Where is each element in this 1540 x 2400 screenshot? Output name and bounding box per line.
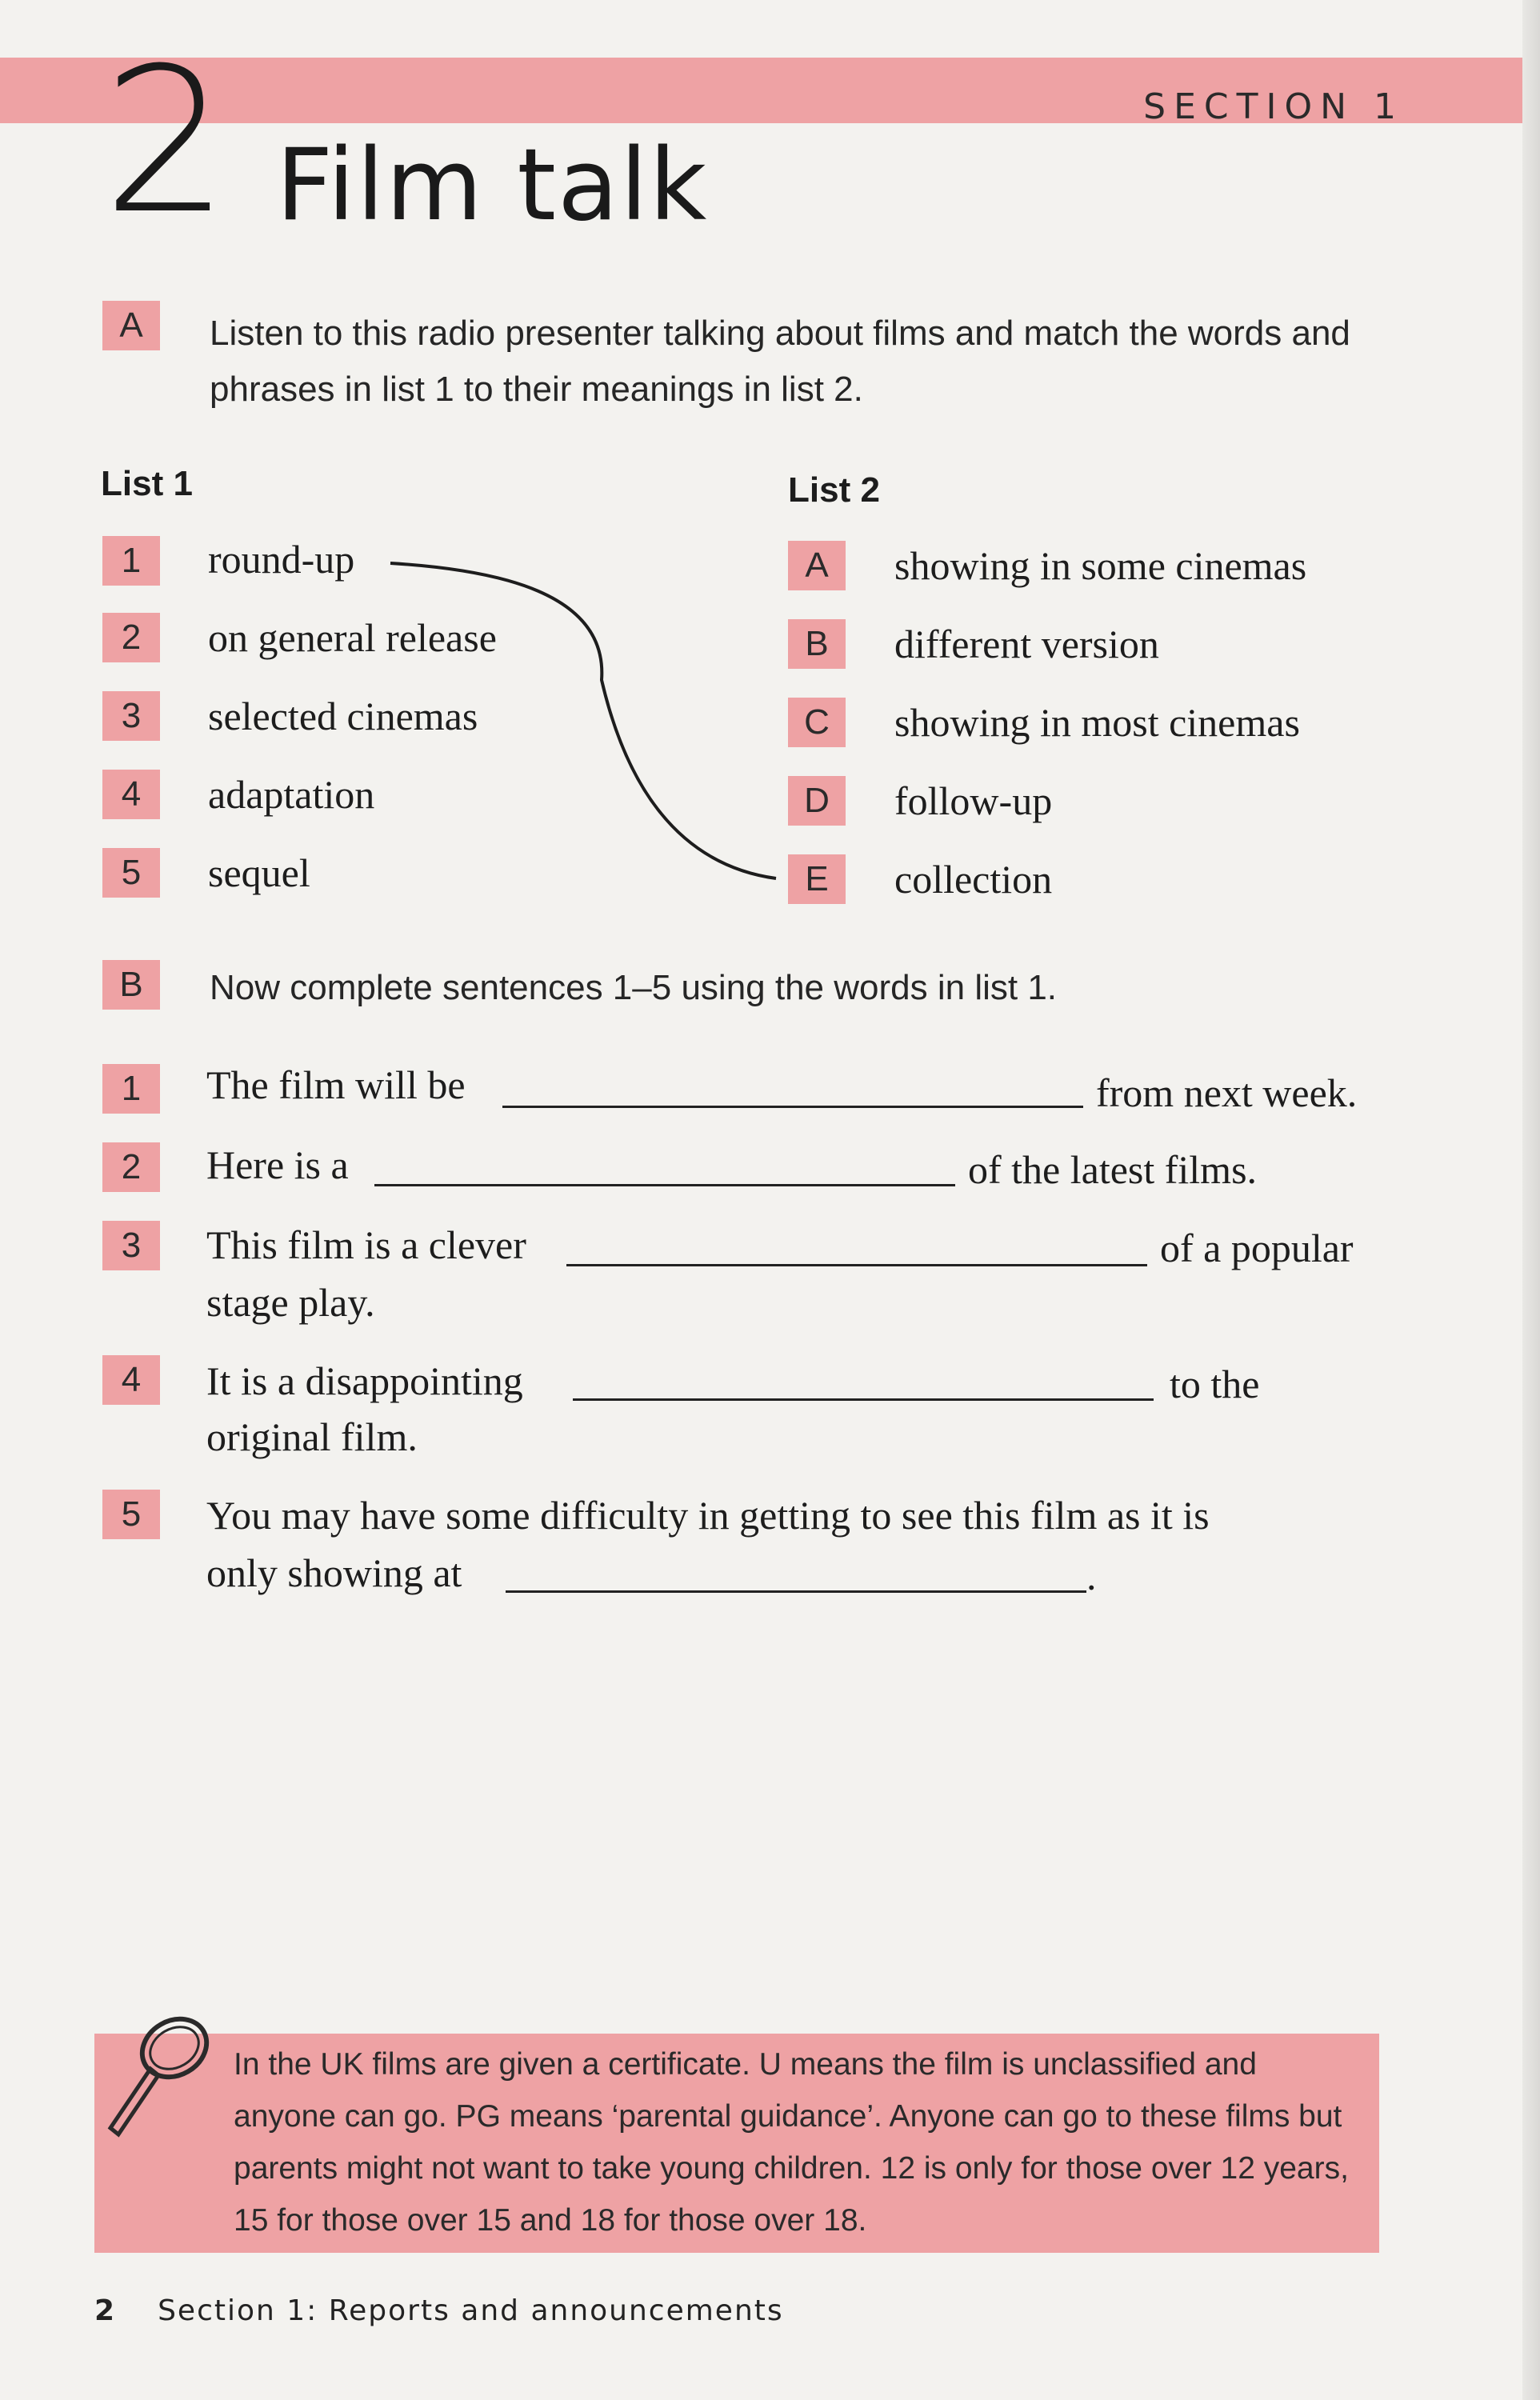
footer-section-title: Section 1: Reports and announcements: [158, 2294, 784, 2327]
sentence-4-start: It is a disappointing: [206, 1358, 523, 1403]
sentence-5-number: 5: [102, 1490, 160, 1539]
list1-item-4-text: adaptation: [208, 772, 375, 817]
sentence-5-end: .: [1086, 1554, 1097, 1598]
example-match-line: [0, 0, 1540, 960]
list2-item-d-letter: D: [788, 776, 846, 826]
list2-item-c-text: showing in most cinemas: [894, 700, 1300, 745]
sentence-3-end: of a popular: [1160, 1226, 1354, 1270]
footer: [94, 2294, 784, 2327]
sentence-4-number: 4: [102, 1355, 160, 1405]
sentence-5-start: only showing at: [206, 1550, 462, 1595]
sentence-2-number: 2: [102, 1142, 160, 1192]
list2-item-b-text: different version: [894, 622, 1159, 666]
sentence-3-start: This film is a clever: [206, 1222, 526, 1267]
magnifying-glass-icon: [101, 2006, 221, 2142]
unit-number: 2: [102, 25, 230, 258]
list2-item-e-text: collection: [894, 857, 1053, 902]
tip-text: In the UK films are given a certificate. U means the film is unclassified and anyone can go. PG means ‘parental guidance’. Anyone can go to these films but parents might not want to take young children. 12 is only for those over 12 years, 15 for those over 15 and 18 for those over 18.: [234, 2047, 1349, 2238]
sentence-1-number: 1: [102, 1064, 160, 1114]
page-number: 2: [94, 2294, 117, 2327]
sentence-1-start: The film will be: [206, 1062, 466, 1107]
sentence-3-blank[interactable]: [566, 1264, 1147, 1266]
sentence-2-blank[interactable]: [374, 1184, 955, 1186]
list2-item-e-letter: E: [788, 854, 846, 904]
list2-item-c-letter: C: [788, 698, 846, 747]
list2-item-b-letter: B: [788, 619, 846, 669]
sentence-5-line1: You may have some difficulty in getting to see this film as it is: [206, 1493, 1210, 1538]
list1-item-4-number: 4: [102, 770, 160, 819]
list1-heading: List 1: [101, 464, 193, 503]
list2-item-d-text: follow-up: [894, 778, 1053, 823]
exercise-b-badge: B: [102, 960, 160, 1010]
list1-item-1-text: round-up: [208, 537, 355, 582]
list1-item-5-number: 5: [102, 848, 160, 898]
section-label: SECTION 1: [1143, 86, 1404, 127]
sentence-3-number: 3: [102, 1221, 160, 1270]
sentence-4-line2: original film.: [206, 1414, 418, 1459]
list2-item-a-letter: A: [788, 541, 846, 590]
sentence-2-end: of the latest films.: [968, 1147, 1258, 1192]
sentence-5-blank[interactable]: [506, 1590, 1086, 1593]
exercise-a-instruction: Listen to this radio presenter talking about films and match the words and phrases in list 1 to their meanings in list 2.: [210, 314, 1350, 409]
list1-item-2-number: 2: [102, 613, 160, 662]
list1-item-3-text: selected cinemas: [208, 694, 478, 738]
sentence-3-line2: stage play.: [206, 1280, 375, 1325]
list1-item-2-text: on general release: [208, 615, 497, 660]
sentence-4-end: to the: [1170, 1362, 1260, 1406]
list2-heading: List 2: [788, 470, 880, 510]
sentence-2-start: Here is a: [206, 1142, 349, 1187]
sentence-4-blank[interactable]: [573, 1398, 1154, 1401]
list1-item-1-number: 1: [102, 536, 160, 586]
exercise-b-instruction: Now complete sentences 1–5 using the words in list 1.: [210, 968, 1058, 1007]
unit-title: Film talk: [276, 128, 709, 243]
sentence-1-end: from next week.: [1096, 1070, 1358, 1115]
exercise-a-badge: A: [102, 301, 160, 350]
list1-item-3-number: 3: [102, 691, 160, 741]
list1-item-5-text: sequel: [208, 850, 310, 895]
sentence-1-blank[interactable]: [502, 1106, 1083, 1108]
list2-item-a-text: showing in some cinemas: [894, 543, 1307, 588]
